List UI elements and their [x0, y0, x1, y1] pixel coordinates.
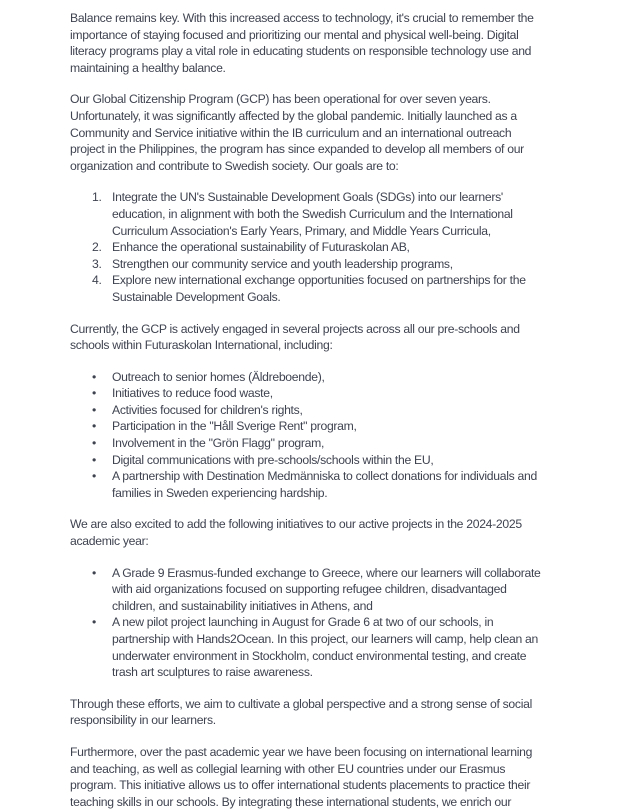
bullet-icon: •: [92, 565, 96, 580]
text-line: We are also excited to add the following initiatives to our active projects in the 2024-2025: [70, 517, 522, 532]
bullet-icon: •: [92, 452, 96, 467]
initiative-item: [70, 614, 600, 680]
text-line: Currently, the GCP is actively engaged in several projects across all our pre-schools and: [70, 321, 520, 336]
list-number: 2.: [92, 240, 102, 255]
text-line: Strengthen our community service and youth leadership programs,: [112, 256, 453, 271]
project-item: [70, 468, 600, 501]
text-line: project in the Philippines, the program has since expanded to develop all members of our: [70, 142, 524, 157]
project-item: [70, 385, 600, 402]
text-line: maintaining a healthy balance.: [70, 60, 226, 75]
bullet-icon: •: [92, 615, 96, 630]
goal-item: [70, 256, 600, 273]
text-line: Involvement in the "Grön Flagg" program,: [112, 436, 325, 451]
project-item: [70, 418, 600, 435]
text-line: families in Sweden experiencing hardship.: [112, 485, 328, 500]
text-line: with aid organizations focused on supporting refugee children, disadvantaged: [112, 582, 507, 597]
text-line: Community and Service initiative within the IB curriculum and an international outreach: [70, 125, 512, 140]
text-line: teaching skills in our schools. By integrating these international students, we enrich our: [70, 794, 512, 809]
project-item: [70, 452, 600, 469]
impact-paragraph: [70, 696, 600, 729]
current-projects-list: [70, 369, 600, 502]
text-line: children, and sustainability initiatives in Athens, and: [112, 598, 373, 613]
text-line: Activities focused for children's rights,: [112, 402, 303, 417]
text-line: Enhance the operational sustainability of Futuraskolan AB,: [112, 240, 410, 255]
initiative-item: [70, 565, 600, 615]
gcp-goals-list: [70, 189, 600, 305]
list-number: 3.: [92, 256, 102, 271]
intro-balance-paragraph: [70, 10, 600, 76]
text-line: Curriculum Association's Early Years, Primary, and Middle Years Curricula,: [112, 223, 491, 238]
text-line: A new pilot project launching in August for Grade 6 at two of our schools, in: [112, 615, 494, 630]
text-line: Initiatives to reduce food waste,: [112, 386, 273, 401]
bullet-icon: •: [92, 419, 96, 434]
current-projects-intro-paragraph: [70, 321, 600, 354]
text-line: schools within Futuraskolan International, including:: [70, 338, 333, 353]
project-item: [70, 369, 600, 386]
text-line: Through these efforts, we aim to cultivate a global perspective and a strong sense of social: [70, 696, 532, 711]
text-line: program. This initiative allows us to offer international students placements to practice their: [70, 778, 531, 793]
goal-item: [70, 239, 600, 256]
text-line: A partnership with Destination Medmänniska to collect donations for individuals and: [112, 469, 537, 484]
goal-item: [70, 189, 600, 239]
text-line: education, in alignment with both the Swedish Curriculum and the International: [112, 206, 513, 221]
text-line: trash art sculptures to raise awareness.: [112, 665, 313, 680]
erasmus-paragraph: [70, 744, 600, 810]
text-line: and teaching, as well as collegial learning with other EU countries under our Erasmus: [70, 761, 506, 776]
text-line: Furthermore, over the past academic year we have been focusing on international learning: [70, 744, 533, 759]
text-line: Participation in the "Håll Sverige Rent" program,: [112, 419, 357, 434]
list-number: 1.: [92, 190, 102, 205]
project-item: [70, 435, 600, 452]
text-line: Explore new international exchange opportunities focused on partnerships for the: [112, 273, 526, 288]
gcp-overview-paragraph: [70, 91, 600, 174]
project-item: [70, 402, 600, 419]
text-line: partnership with Hands2Ocean. In this project, our learners will camp, help clean an: [112, 632, 538, 646]
text-line: Digital communications with pre-schools/schools within the EU,: [112, 452, 434, 467]
text-line: A Grade 9 Erasmus-funded exchange to Greece, where our learners will collaborate: [112, 565, 541, 580]
list-number: 4.: [92, 273, 102, 288]
bullet-icon: •: [92, 469, 96, 484]
bullet-icon: •: [92, 369, 96, 384]
text-line: Unfortunately, it was significantly affected by the global pandemic. Initially launched as a: [70, 108, 517, 123]
text-line: organization and contribute to Swedish society. Our goals are to:: [70, 158, 399, 173]
text-line: Balance remains key. With this increased access to technology, it's crucial to remember the: [70, 11, 534, 25]
text-line: Integrate the UN's Sustainable Development Goals (SDGs) into our learners': [112, 190, 503, 205]
text-line: importance of staying focused and prioritizing our mental and physical well-being. Digital: [70, 27, 519, 42]
text-line: literacy programs play a vital role in educating students on responsible technology use and: [70, 44, 532, 59]
text-line: Our Global Citizenship Program (GCP) has been operational for over seven years.: [70, 92, 491, 107]
bullet-icon: •: [92, 386, 96, 401]
bullet-icon: •: [92, 436, 96, 451]
text-line: Outreach to senior homes (Äldreboende),: [112, 369, 325, 384]
goal-item: [70, 272, 600, 305]
bullet-icon: •: [92, 402, 96, 417]
new-initiatives-list: [70, 565, 600, 681]
text-line: Sustainable Development Goals.: [112, 289, 281, 304]
new-initiatives-intro-paragraph: [70, 516, 600, 549]
text-line: responsibility in our learners.: [70, 713, 216, 728]
text-line: underwater environment in Stockholm, conduct environmental testing, and create: [112, 648, 527, 663]
text-line: academic year:: [70, 534, 149, 549]
